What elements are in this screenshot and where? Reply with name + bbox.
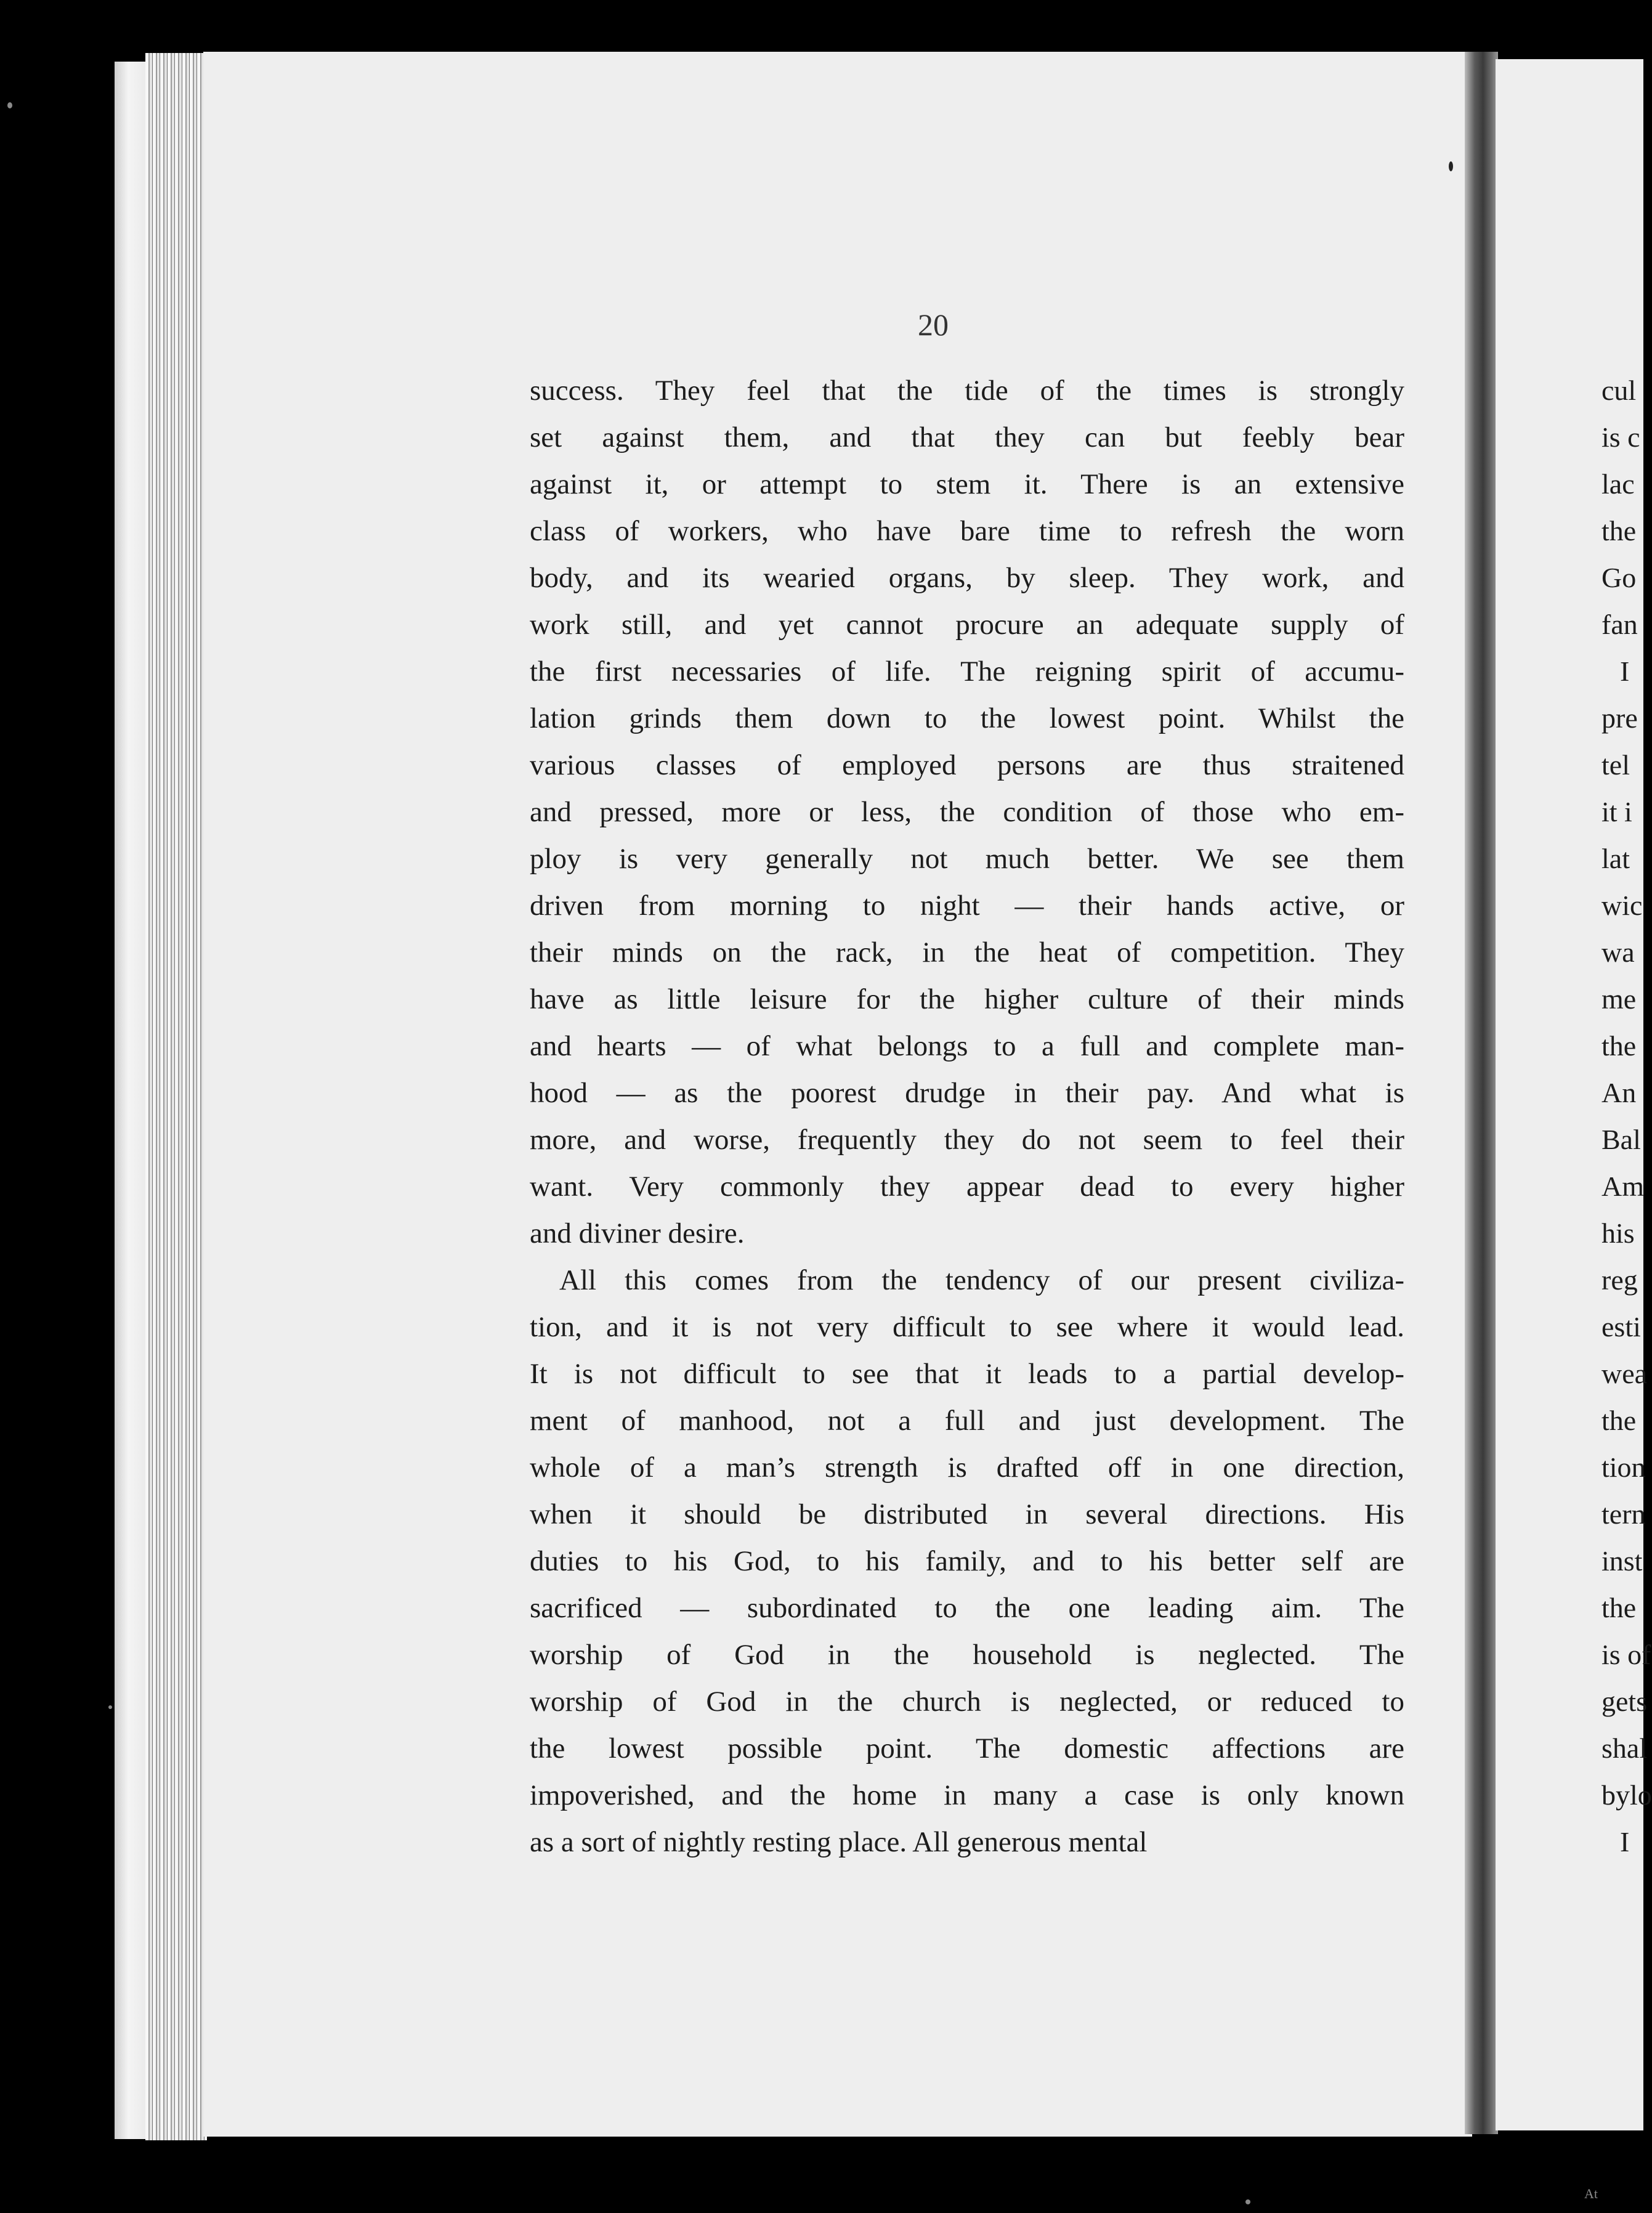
text-line: sacrificed — subordinated to the one leading aim. The	[530, 1592, 1404, 1624]
right-page-fragment: wa	[1601, 936, 1635, 968]
text-line: lation grinds them down to the lowest point. Whilst the	[530, 702, 1404, 734]
text-line: against it, or attempt to stem it. There is an extensive	[530, 468, 1404, 500]
right-page-fragment: pre	[1601, 702, 1638, 734]
page-edges	[145, 53, 207, 2140]
right-page-fragment: his	[1601, 1217, 1635, 1249]
right-page-fragment: bylo	[1601, 1779, 1652, 1811]
text-line: and diviner desire.	[530, 1217, 745, 1249]
text-line: success. They feel that the tide of the times is strongly	[530, 375, 1404, 407]
text-line: the lowest possible point. The domestic affections are	[530, 1732, 1404, 1764]
corner-mark: At	[1584, 2186, 1598, 2201]
right-page-fragment: I	[1620, 656, 1630, 687]
right-page-fragment: wic	[1601, 890, 1643, 921]
text-line: the first necessaries of life. The reigning spirit of accumu-	[530, 656, 1404, 688]
text-line: ment of manhood, not a full and just development. The	[530, 1405, 1404, 1437]
right-page-fragment: wea	[1601, 1358, 1648, 1389]
right-page-fragment: esti	[1601, 1311, 1641, 1342]
right-page-fragment: fan	[1601, 609, 1638, 640]
right-page-fragment: shal	[1601, 1732, 1648, 1764]
right-page-fragment: I	[1620, 1826, 1630, 1858]
text-line: when it should be distributed in several directions. His	[530, 1498, 1404, 1530]
text-line: class of workers, who have bare time to refresh the worn	[530, 515, 1404, 547]
text-line: have as little leisure for the higher culture of their minds	[530, 983, 1404, 1015]
text-line: hood — as the poorest drudge in their pay. And what is	[530, 1077, 1404, 1109]
text-line: ploy is very generally not much better. We see them	[530, 843, 1404, 875]
right-page-fragment: the	[1601, 515, 1637, 546]
body-text	[530, 367, 1404, 1866]
page-number: 20	[918, 307, 949, 342]
text-line: and hearts — of what belongs to a full and complete man-	[530, 1030, 1404, 1062]
text-line: work still, and yet cannot procure an adequate supply of	[530, 609, 1404, 641]
page-edges-outer	[115, 62, 149, 2139]
text-line: worship of God in the church is neglected, or reduced to	[530, 1686, 1404, 1718]
right-page-fragment: Bal	[1601, 1124, 1641, 1155]
right-page-fragment: lac	[1601, 468, 1635, 500]
text-line: and pressed, more or less, the condition of those who em-	[530, 796, 1404, 828]
text-line: more, and worse, frequently they do not seem to feel their	[530, 1124, 1404, 1156]
text-line: their minds on the rack, in the heat of competition. They	[530, 936, 1404, 968]
right-page-fragment: inst	[1601, 1545, 1643, 1577]
text-line: tion, and it is not very difficult to see where it would lead.	[530, 1311, 1404, 1343]
text-line: impoverished, and the home in many a case is only known	[530, 1779, 1404, 1811]
text-line: It is not difficult to see that it leads to a partial develop-	[530, 1358, 1404, 1390]
right-page-fragment: tern	[1601, 1498, 1646, 1530]
right-page-fragment: Am	[1601, 1171, 1644, 1202]
right-page-fragment: the	[1601, 1592, 1637, 1623]
text-line: as a sort of nightly resting place. All generous mental	[530, 1826, 1148, 1858]
right-page-fragment: is of	[1601, 1639, 1651, 1670]
right-page-fragment: the	[1601, 1405, 1637, 1436]
right-page-fragment: tel	[1601, 749, 1630, 781]
right-page-fragment: lat	[1601, 843, 1630, 874]
text-line: want. Very commonly they appear dead to every higher	[530, 1171, 1404, 1203]
right-page-fragment: me	[1601, 983, 1637, 1015]
dust-speck	[108, 1705, 112, 1709]
right-page-fragment: is c	[1601, 421, 1640, 453]
right-page-fragment: tion	[1601, 1452, 1646, 1483]
text-line: various classes of employed persons are thus straitened	[530, 749, 1404, 781]
text-line: whole of a man’s strength is drafted off in one direction,	[530, 1452, 1404, 1484]
right-page-fragment: gets	[1601, 1686, 1648, 1717]
right-page-fragment: cul	[1601, 375, 1637, 406]
text-line: body, and its wearied organs, by sleep. They work, and	[530, 562, 1404, 594]
text-line: set against them, and that they can but feebly bear	[530, 421, 1404, 453]
right-page-fragment: An	[1601, 1077, 1637, 1108]
right-page-fragment: reg	[1601, 1264, 1638, 1296]
dust-speck	[1449, 161, 1453, 171]
text-line: All this comes from the tendency of our present civiliza-	[559, 1264, 1404, 1296]
book-gutter	[1465, 52, 1498, 2134]
dust-speck	[1245, 2199, 1250, 2204]
right-page-fragment: Go	[1601, 562, 1637, 593]
dust-speck	[7, 102, 12, 108]
right-page-fragment: it i	[1601, 796, 1632, 827]
right-page-fragment: the	[1601, 1030, 1637, 1062]
text-line: driven from morning to night — their hands active, or	[530, 890, 1404, 922]
text-line: duties to his God, to his family, and to his better self are	[530, 1545, 1404, 1577]
text-line: worship of God in the household is neglected. The	[530, 1639, 1404, 1671]
